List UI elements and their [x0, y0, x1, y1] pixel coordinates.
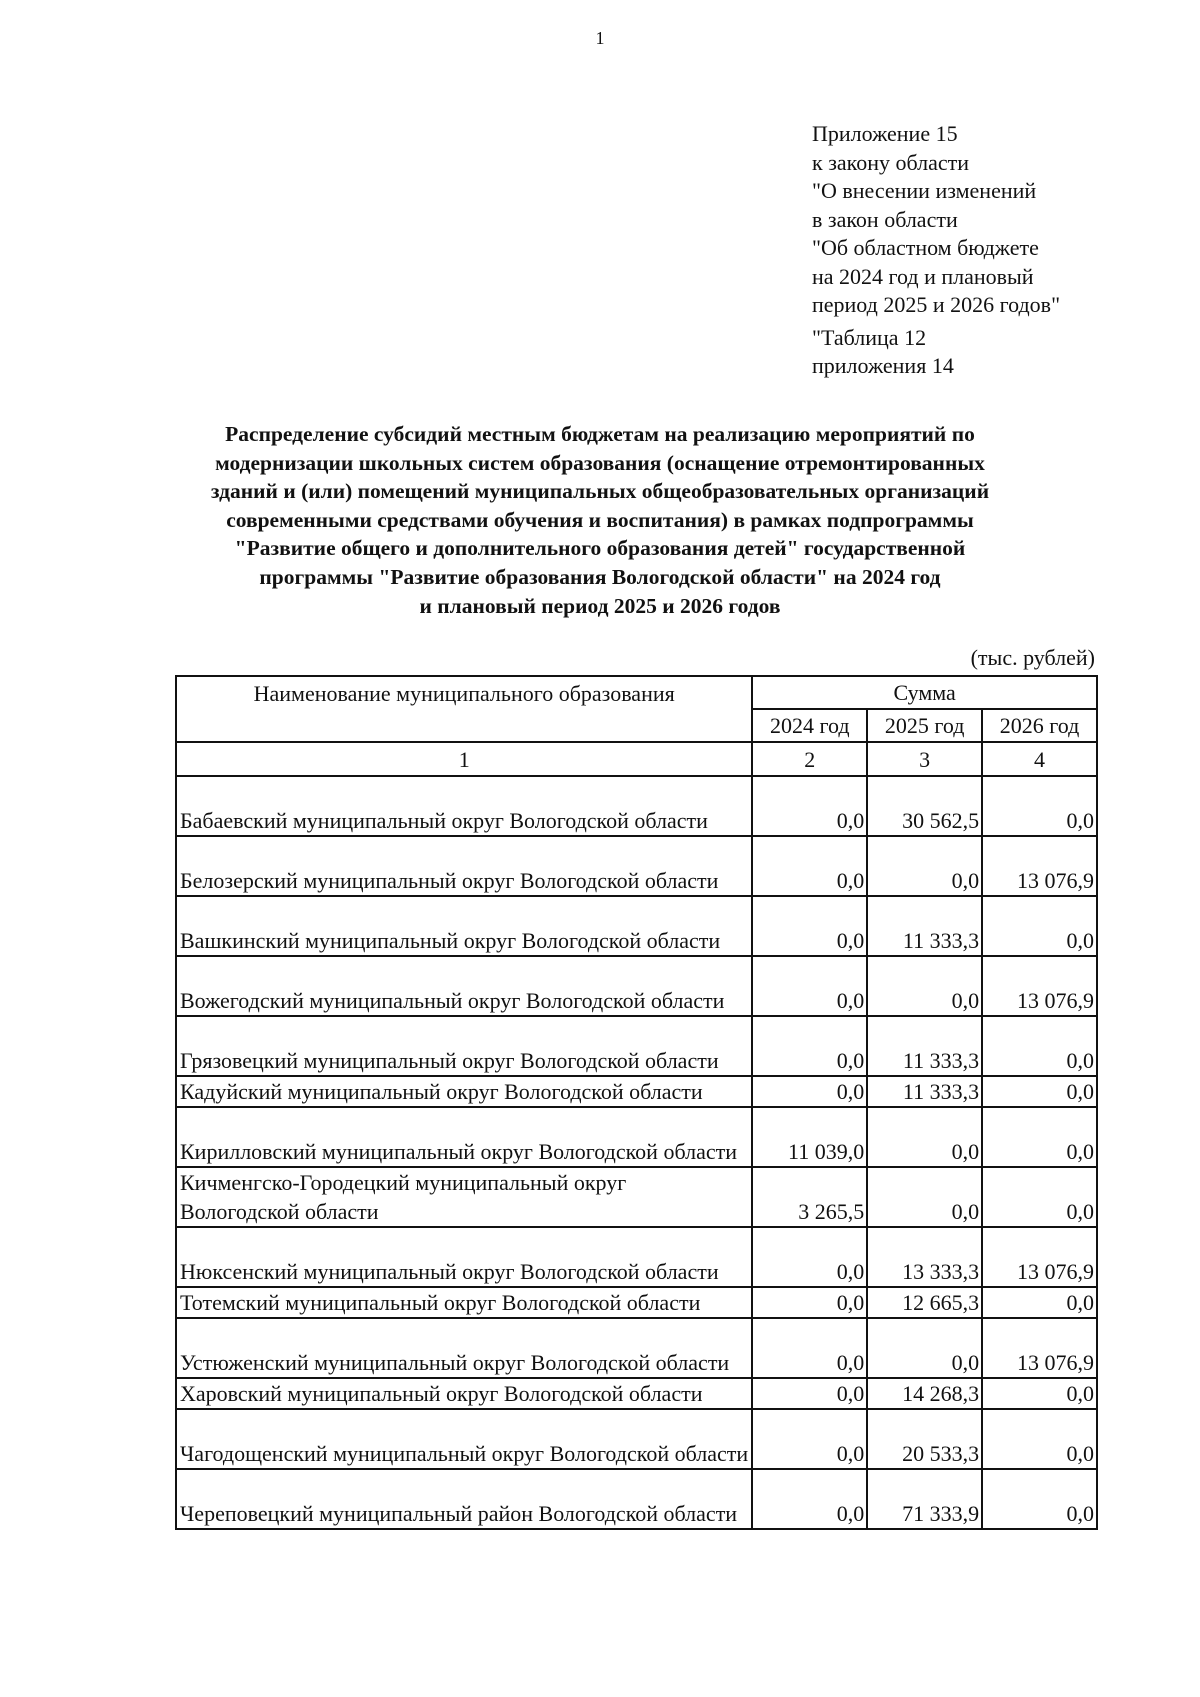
amount-2025: 0,0 — [867, 1167, 982, 1227]
municipality-name: Грязовецкий муниципальный округ Вологодской области — [176, 1016, 752, 1076]
appendix-line: в закон области — [812, 206, 958, 232]
amount-2024: 0,0 — [752, 1016, 867, 1076]
amount-2026: 13 076,9 — [982, 1227, 1097, 1287]
appendix-line: Приложение 15 — [812, 121, 958, 146]
table-row — [176, 836, 1097, 896]
table-row — [176, 1076, 1097, 1107]
column-number: 2 — [752, 742, 867, 776]
table-ref-line: "Таблица 12 — [812, 324, 927, 350]
table-row — [176, 1227, 1097, 1287]
title-line: "Развитие общего и дополнительного образования детей" государственной — [234, 536, 966, 561]
table-row — [176, 1409, 1097, 1469]
table-row — [176, 776, 1097, 836]
municipality-name: Тотемский муниципальный округ Вологодской области — [176, 1287, 752, 1318]
appendix-note — [812, 120, 1060, 381]
amount-2026: 13 076,9 — [982, 1318, 1097, 1378]
table-ref-line: приложения 14 — [812, 353, 954, 378]
municipality-name: Кирилловский муниципальный округ Вологодской области — [176, 1107, 752, 1167]
amount-2024: 11 039,0 — [752, 1107, 867, 1167]
header-sum: Сумма — [752, 676, 1097, 709]
amount-2024: 0,0 — [752, 1378, 867, 1409]
amount-2024: 0,0 — [752, 1287, 867, 1318]
title-line: программы "Развитие образования Вологодской области" на 2024 год — [259, 564, 941, 589]
municipality-name: Череповецкий муниципальный район Вологодской области — [176, 1469, 752, 1529]
amount-2025: 20 533,3 — [867, 1409, 982, 1469]
amount-2026: 0,0 — [982, 1076, 1097, 1107]
amount-2024: 0,0 — [752, 836, 867, 896]
appendix-line: "Об областном бюджете — [812, 235, 1039, 260]
amount-2026: 0,0 — [982, 1167, 1097, 1227]
amount-2024: 0,0 — [752, 1076, 867, 1107]
title-line: Распределение субсидий местным бюджетам на реализацию мероприятий по — [225, 422, 975, 446]
amount-2025: 71 333,9 — [867, 1469, 982, 1529]
table-row — [176, 1318, 1097, 1378]
municipality-name: Кадуйский муниципальный округ Вологодской области — [176, 1076, 752, 1107]
amount-2026: 0,0 — [982, 776, 1097, 836]
subsidy-table — [175, 675, 1098, 1530]
amount-2025: 11 333,3 — [867, 896, 982, 956]
amount-2025: 14 268,3 — [867, 1378, 982, 1409]
table-row — [176, 1469, 1097, 1529]
amount-2024: 0,0 — [752, 1318, 867, 1378]
amount-2025: 30 562,5 — [867, 776, 982, 836]
column-number: 3 — [867, 742, 982, 776]
municipality-name: Чагодощенский муниципальный округ Вологодской области — [176, 1409, 752, 1469]
table-row — [176, 1107, 1097, 1167]
amount-2025: 0,0 — [867, 956, 982, 1016]
amount-2025: 12 665,3 — [867, 1287, 982, 1318]
units-label: (тыс. рублей) — [970, 645, 1095, 670]
municipality-name: Белозерский муниципальный округ Вологодской области — [176, 836, 752, 896]
appendix-line: на 2024 год и плановый — [812, 263, 1034, 289]
table-row — [176, 1016, 1097, 1076]
amount-2024: 0,0 — [752, 1469, 867, 1529]
municipality-name: Вожегодский муниципальный округ Вологодской области — [176, 956, 752, 1016]
table-row — [176, 1167, 1097, 1227]
appendix-line: к закону области — [812, 149, 970, 175]
table-row — [176, 896, 1097, 956]
amount-2026: 0,0 — [982, 1107, 1097, 1167]
municipality-name: Кичменгско-Городецкий муниципальный округ Вологодской области — [176, 1167, 752, 1227]
table-row — [176, 1378, 1097, 1409]
title-line: современными средствами обучения и воспитания) в рамках подпрограммы — [226, 507, 974, 532]
amount-2026: 0,0 — [982, 896, 1097, 956]
column-number: 1 — [176, 742, 752, 776]
amount-2026: 0,0 — [982, 1287, 1097, 1318]
document-title — [140, 420, 1060, 620]
amount-2026: 0,0 — [982, 1016, 1097, 1076]
column-number: 4 — [982, 742, 1097, 776]
amount-2026: 0,0 — [982, 1469, 1097, 1529]
header-year-2025: 2025 год — [867, 709, 982, 742]
header-year-2026: 2026 год — [982, 709, 1097, 742]
table-row — [176, 956, 1097, 1016]
amount-2025: 13 333,3 — [867, 1227, 982, 1287]
municipality-name: Харовский муниципальный округ Вологодской области — [176, 1378, 752, 1409]
amount-2024: 0,0 — [752, 1227, 867, 1287]
title-line: и плановый период 2025 и 2026 годов — [419, 593, 781, 618]
amount-2024: 0,0 — [752, 1409, 867, 1469]
amount-2024: 0,0 — [752, 956, 867, 1016]
amount-2025: 0,0 — [867, 836, 982, 896]
amount-2025: 0,0 — [867, 1318, 982, 1378]
amount-2026: 0,0 — [982, 1378, 1097, 1409]
amount-2025: 11 333,3 — [867, 1076, 982, 1107]
amount-2024: 0,0 — [752, 776, 867, 836]
page-number: 1 — [595, 28, 605, 48]
amount-2024: 0,0 — [752, 896, 867, 956]
amount-2026: 13 076,9 — [982, 836, 1097, 896]
municipality-name: Вашкинский муниципальный округ Вологодской области — [176, 896, 752, 956]
amount-2026: 0,0 — [982, 1409, 1097, 1469]
municipality-name: Устюженский муниципальный округ Вологодской области — [176, 1318, 752, 1378]
header-year-2024: 2024 год — [752, 709, 867, 742]
municipality-name: Нюксенский муниципальный округ Вологодской области — [176, 1227, 752, 1287]
amount-2026: 13 076,9 — [982, 956, 1097, 1016]
table-row — [176, 1287, 1097, 1318]
appendix-line: период 2025 и 2026 годов" — [812, 292, 1061, 317]
municipality-name: Бабаевский муниципальный округ Вологодской области — [176, 776, 752, 836]
title-line: модернизации школьных систем образования (оснащение отремонтированных — [215, 450, 985, 475]
amount-2025: 0,0 — [867, 1107, 982, 1167]
appendix-line: "О внесении изменений — [812, 178, 1037, 203]
amount-2024: 3 265,5 — [752, 1167, 867, 1227]
header-name: Наименование муниципального образования — [176, 676, 752, 742]
amount-2025: 11 333,3 — [867, 1016, 982, 1076]
title-line: зданий и (или) помещений муниципальных общеобразовательных организаций — [210, 479, 990, 504]
